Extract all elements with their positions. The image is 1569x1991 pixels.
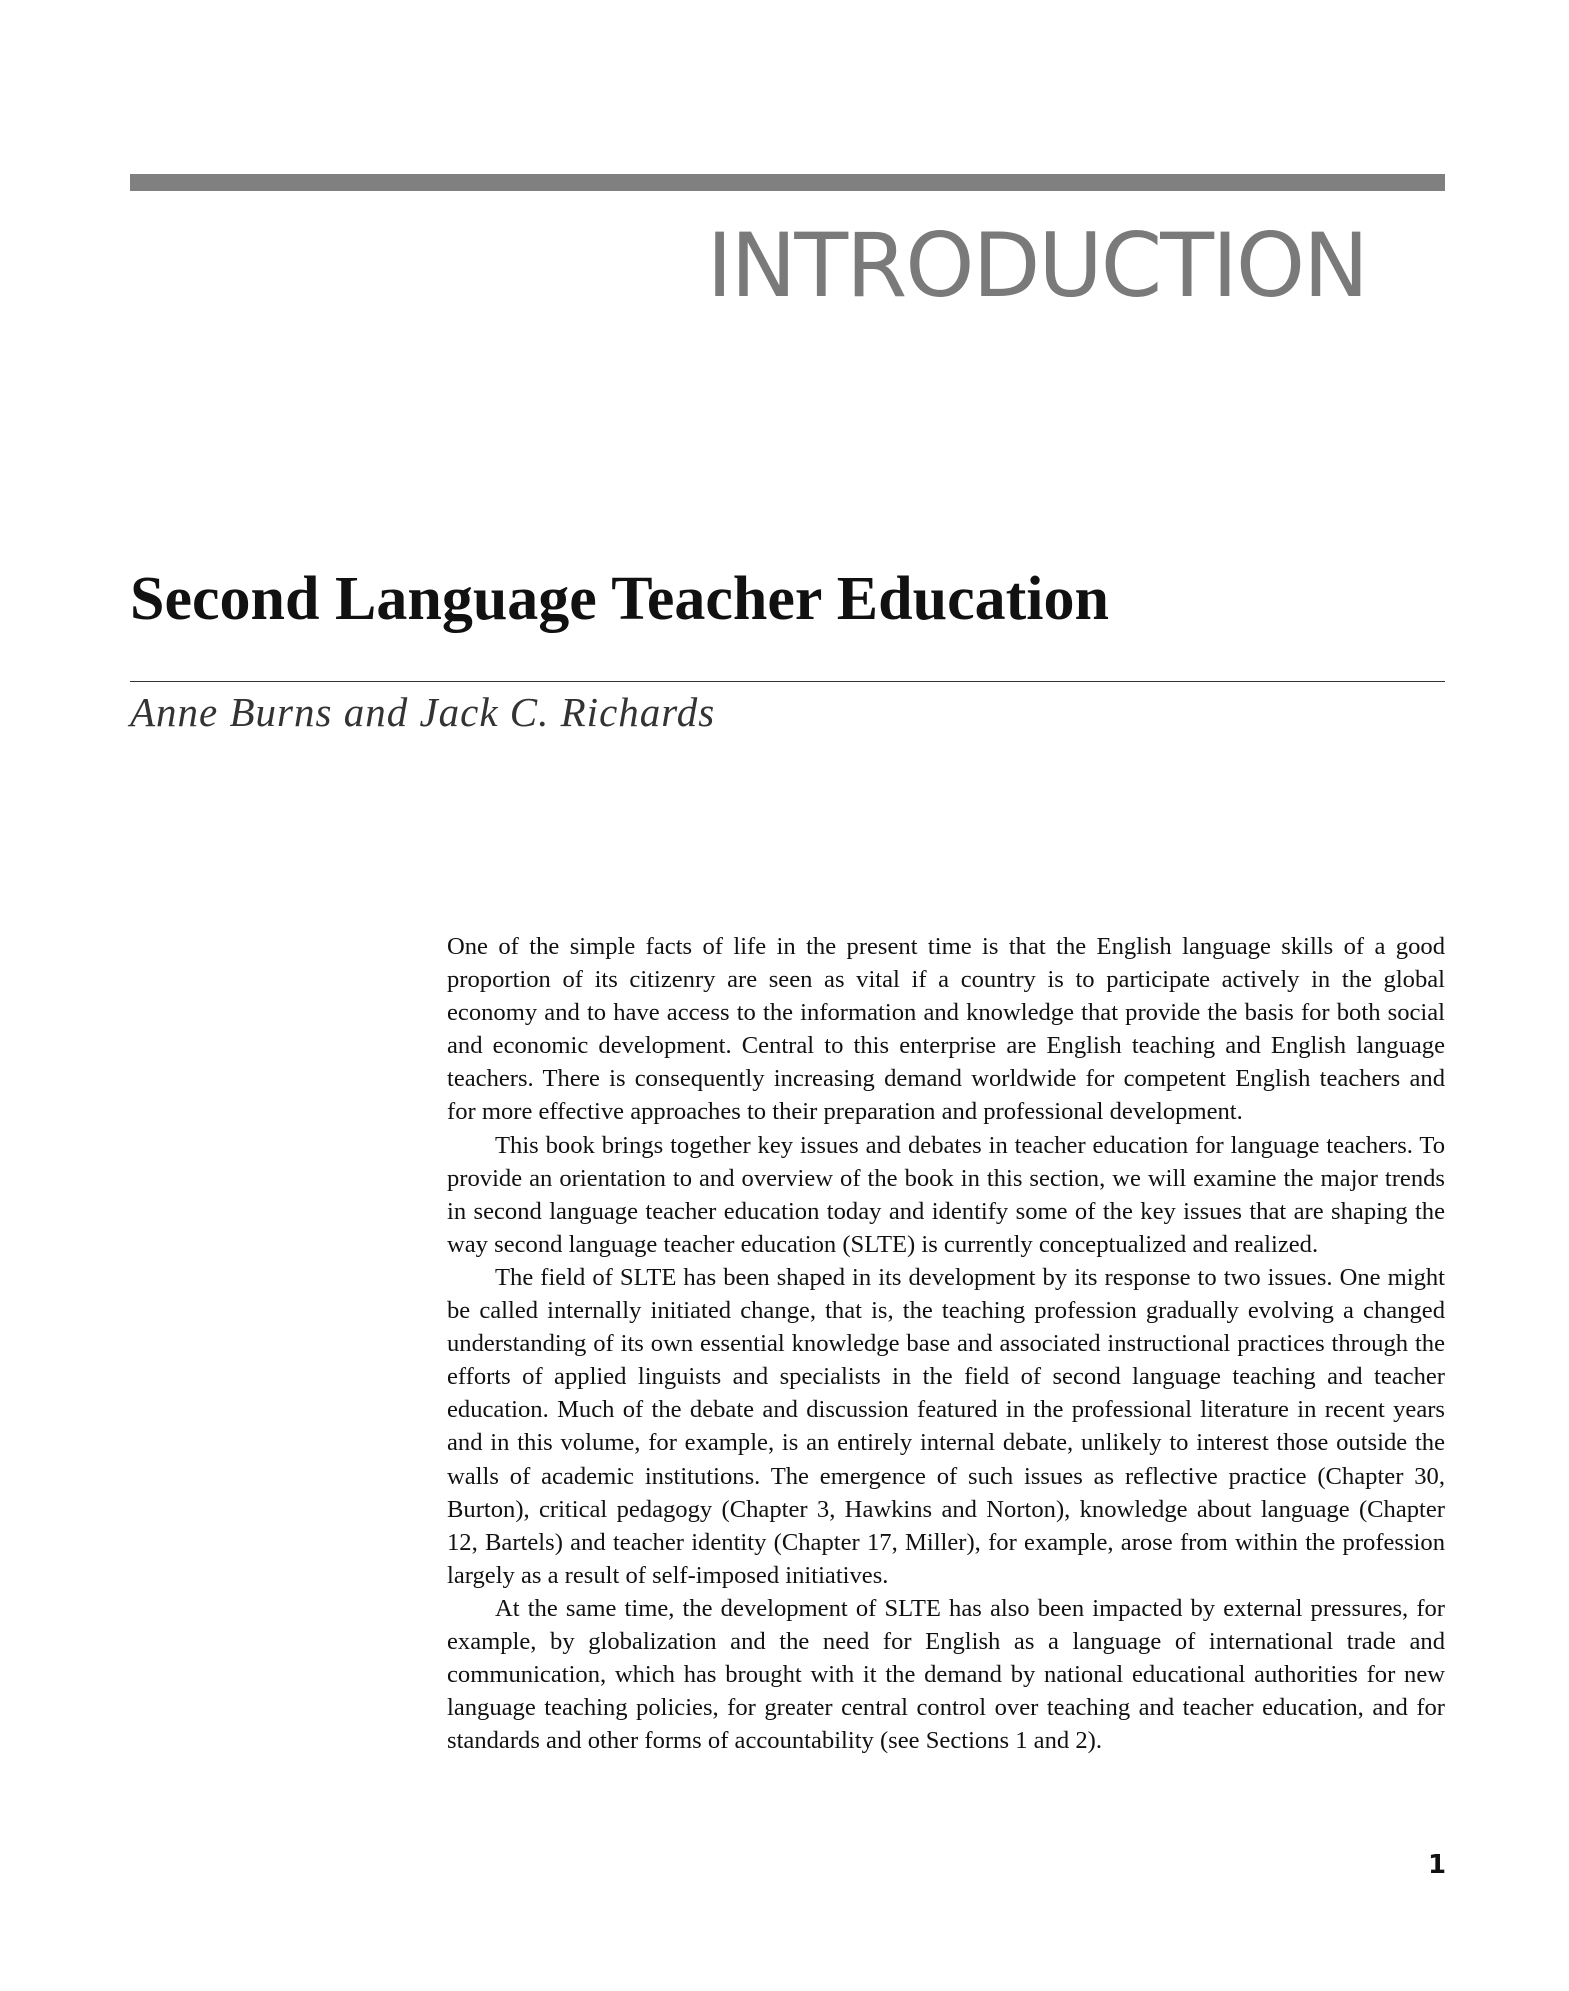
body-paragraph: The field of SLTE has been shaped in its development by its response to two issues. One might be called internally initiated change, that is, the teaching profession gradually evolving a changed understanding of its own essential knowledge base and associated instructional practices through the efforts of applied linguists and specialists in the field of second language teaching and teacher education. Much of the debate and discussion featured in the professional literature in recent years and in this volume, for example, is an entirely internal debate, unlikely to interest those outside the walls of academic institutions. The emergence of such issues as reflective practice (Chapter 30, Burton), critical pedagogy (Chapter 3, Hawkins and Norton), knowledge about language (Chapter 12, Bartels) and teacher identity (Chapter 17, Miller), for example, arose from within the profession largely as a result of self-imposed initiatives. — [447, 1263, 1445, 1589]
chapter-authors: Anne Burns and Jack C. Richards — [130, 689, 716, 735]
page-number: 1 — [1428, 1850, 1447, 1880]
section-label: INTRODUCTION — [706, 214, 1367, 317]
body-paragraph: One of the simple facts of life in the present time is that the English language skills of a good proportion of its citizenry are seen as vital if a country is to participate actively in the global economy and to have access to the information and knowledge that provide the basis for both social and economic development. Central to this enterprise are English teaching and English language teachers. There is consequently increasing demand worldwide for competent English teachers and for more effective approaches to their preparation and professional development. — [447, 933, 1445, 1126]
top-rule — [130, 174, 1445, 191]
body-paragraph: At the same time, the development of SLTE has also been impacted by external pressures, for example, by globalization and the need for English as a language of international trade and communication, which has brought with it the demand by national educational authorities for new language teaching policies, for greater central control over teaching and teacher education, and for standards and other forms of accountability (see Sections 1 and 2). — [447, 1594, 1445, 1755]
body-text — [447, 930, 1445, 1757]
chapter-title: Second Language Teacher Education — [130, 565, 1109, 633]
body-paragraph: This book brings together key issues and debates in teacher education for language teachers. To provide an orientation to and overview of the book in this section, we will examine the major trends in second language teacher education today and identify some of the key issues that are shaping the way second language teacher education (SLTE) is currently conceptualized and realized. — [447, 1131, 1445, 1258]
title-rule — [130, 681, 1445, 682]
